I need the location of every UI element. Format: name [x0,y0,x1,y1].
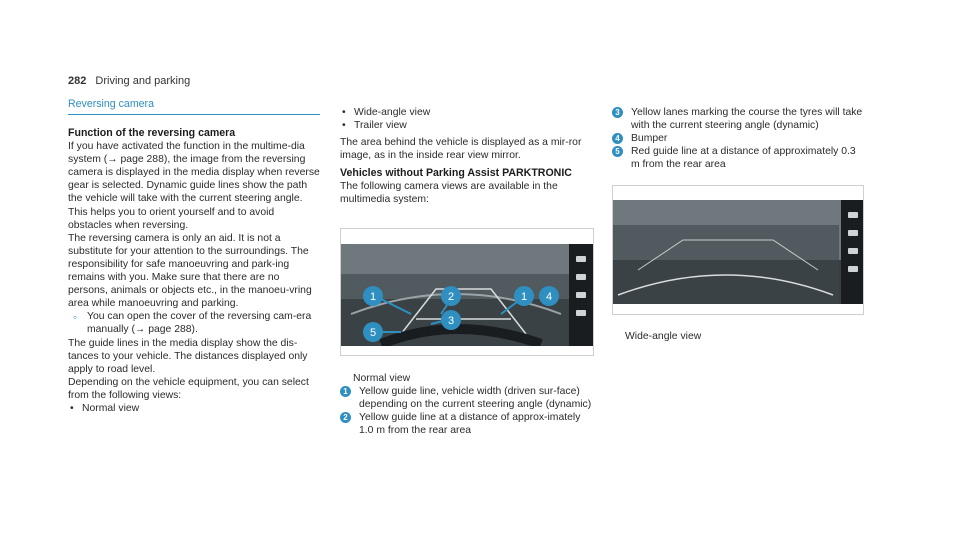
badge: 4 [612,133,623,144]
function-heading: Function of the reversing camera [68,127,236,140]
badge: 1 [340,386,351,397]
legend-item-5 [612,145,864,171]
normal-view-figure [340,228,594,356]
chapter-title: Driving and parking [95,75,191,87]
callout-5 [363,322,383,342]
column-2 [340,106,595,207]
svg-text:5: 5 [369,327,377,339]
callout-overlay [341,244,593,346]
svg-text:4: 4 [545,291,553,303]
badge: 3 [612,107,623,118]
camera-icon [848,212,858,218]
figure-caption: Normal view [353,373,411,384]
legend-text: Yellow lanes marking the course the tyres will take with the current steering angle (dynamic) [631,107,863,132]
camera-side-icons [841,200,863,304]
camera-image-normal [341,244,593,346]
list-item: • Trailer view [340,119,595,132]
legend-item-1 [340,385,595,411]
wide-scene [613,200,863,304]
list-item: • Wide-angle view [340,106,595,119]
svg-text:3: 3 [447,315,455,327]
views-paragraph: Depending on the vehicle equipment, you can select from the following views: [68,376,309,401]
mirror-paragraph: The area behind the vehicle is displayed as a mir-ror image, as in the inside rear view mirror. [340,137,582,162]
badge: 5 [612,146,623,157]
wide-angle-figure [612,185,864,315]
legend-text: Yellow guide line, vehicle width (driven sur-face) depending on the current steering angle (dynamic) [359,386,592,411]
svg-text:1: 1 [520,291,528,303]
section-title: Reversing camera [68,98,320,115]
info-icon: ◦ [72,310,78,325]
list-item: • Normal view [68,402,320,415]
legend-text: Yellow guide line at a distance of approx-imately 1.0 m from the rear area [359,412,581,437]
legend-text: Red guide line at a distance of approximately 0.3 m from the rear area [631,146,856,171]
guide-lines-paragraph: The guide lines in the media display show the dis-tances to your vehicle. The distances displayed only apply to road level. [68,337,308,375]
view-list-continued [340,106,595,132]
callout-2 [441,286,461,306]
parking-icon [848,230,858,236]
page-header [68,75,190,88]
callout-4 [539,286,559,306]
views-available-paragraph: The following camera views are available in the multimedia system: [340,181,558,206]
parktronic-heading: Vehicles without Parking Assist PARKTRONIC [340,167,572,180]
view-list [68,402,320,415]
legend-text: Bumper [631,133,668,145]
trailer-icon [848,248,858,254]
figure-caption: Wide-angle view [625,331,702,342]
svg-text:2: 2 [447,291,455,303]
legend-item-4 [612,132,864,145]
legend-item-3 [612,106,864,132]
camera-image-wide [613,200,863,304]
callout-1-right [514,286,534,306]
badge: 2 [340,412,351,423]
wide-angle-caption-block [612,330,864,343]
column-1 [68,98,320,415]
legend-item-2 [340,411,595,437]
intro-paragraph: If you have activated the function in the multime-dia system (→ page 288), the image from the reversing camera is displayed in the media display when reverse gear is selected. Dynamic guide lines show the path the vehicle will take with the current steering angle. This helps you to orient yourself and to avoid obstacles when reversing. [68,141,320,231]
normal-view-legend [340,372,595,437]
column-3 [612,106,864,171]
callout-3 [441,310,461,330]
aid-paragraph: The reversing camera is only an aid. It is not a substitute for your attention to the surroundings. The responsibility for safe manoeuvring and park-ing remains with you. Make sure that there are no persons, animals or objects etc., in the manoeu-vring area while manoeuvring and parking. [68,232,312,310]
page-number: 282 [68,75,87,87]
callout-1-left [363,286,383,306]
note-text: You can open the cover of the reversing cam-era manually (→ page 288). [87,311,312,336]
settings-icon [848,266,858,272]
svg-text:1: 1 [369,291,377,303]
note [68,310,320,336]
